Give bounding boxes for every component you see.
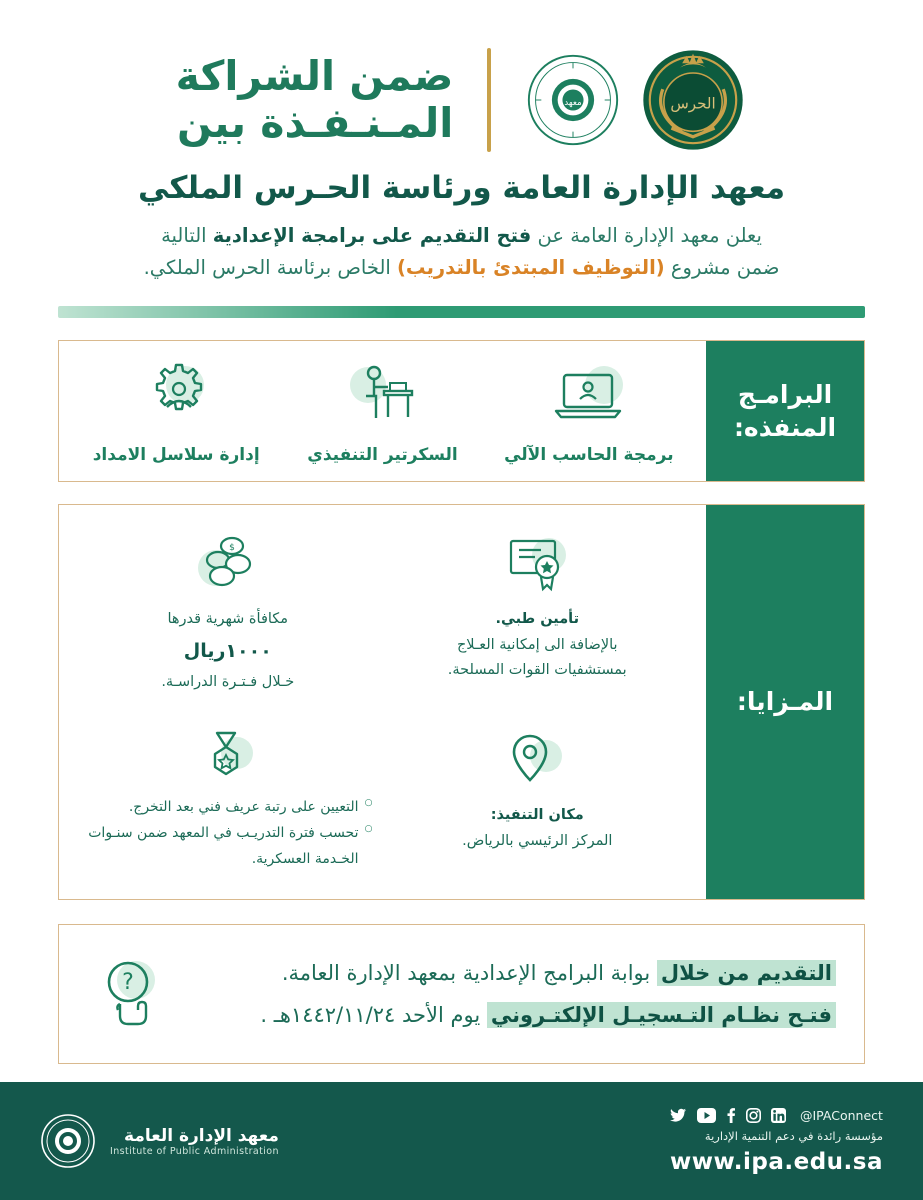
benefit-amount: ١٠٠٠ريال [183, 639, 272, 662]
instagram-icon[interactable] [746, 1108, 761, 1123]
intro-paragraph [58, 220, 865, 284]
intro-2b: الخاص برئاسة الحرس الملكي. [143, 256, 398, 280]
footer [0, 1082, 923, 1200]
benefit-line1: المركز الرئيسي بالرياض. [462, 832, 613, 849]
benefits-section [58, 504, 865, 900]
ipa-crest-icon [525, 52, 621, 148]
headline-block [175, 52, 454, 147]
intro-1a: يعلن معهد الإدارة العامة عن [531, 224, 762, 247]
benefit-line1: مكافأة شهرية قدرها [167, 611, 289, 628]
benefits-grid [73, 523, 692, 883]
laptop-person-icon [487, 359, 691, 433]
apply-line-1 [197, 952, 836, 994]
section-divider [58, 306, 865, 318]
gear-person-icon [74, 359, 278, 433]
program-label: إدارة سلاسل الامداد [92, 445, 260, 466]
programs-body [59, 341, 706, 481]
benefit-line1: بالإضافة الى إمكانية العـلاج [456, 636, 618, 653]
page-title: معهد الإدارة العامة ورئاسة الحـرس الملكي [137, 170, 786, 206]
social-row [670, 1108, 883, 1123]
facebook-icon[interactable] [726, 1108, 736, 1123]
footer-left [670, 1108, 883, 1175]
youtube-icon[interactable] [697, 1108, 716, 1123]
program-label: السكرتير التنفيذي [307, 445, 458, 466]
logo-row [58, 46, 865, 154]
benefit-item [383, 523, 693, 705]
footer-tagline: مؤسسة رائدة في دعم التنمية الإدارية [704, 1128, 883, 1143]
executive-secretary-icon [280, 359, 484, 433]
coins-icon [188, 529, 268, 599]
ipa-footer-logo-icon [40, 1113, 96, 1169]
apply-line-2 [197, 994, 836, 1036]
apply-line-2-highlight: فتـح نظـام التـسجيـل الإلكتـروني [487, 1002, 836, 1028]
royal-guard-crest-icon [639, 46, 747, 154]
benefit-text [462, 803, 612, 854]
apply-line-1-highlight: التقديم من خلال [657, 960, 836, 986]
programs-section [58, 340, 865, 482]
benefit-item [73, 523, 383, 705]
headline-line-1: ضمن الشراكة [175, 52, 454, 100]
benefit-title: تأمين طبي. [495, 611, 580, 628]
headline-line-2: المـنـفـذة بين [176, 99, 454, 147]
benefit-line2: خـلال فـتـرة الدراسـة. [161, 673, 295, 690]
footer-url[interactable]: www.ipa.edu.sa [669, 1148, 883, 1175]
medal-icon [191, 725, 265, 795]
intro-1b: فتح التقديم على برامجة الإعدادية [212, 224, 532, 247]
program-label: برمجة الحاسب الآلي [504, 445, 674, 466]
intro-2-highlight: (التوظيف المبتدئ بالتدريب) [397, 256, 665, 280]
program-item [487, 359, 691, 465]
benefits-body [59, 505, 706, 899]
benefit-bullet: ○ التعيين على رتبة عريف فني بعد التخرج. [83, 795, 373, 821]
benefit-bullets [83, 795, 373, 873]
question-hand-icon [87, 951, 173, 1037]
benefit-text [448, 607, 627, 683]
certificate-star-icon [497, 529, 577, 599]
benefit-item [383, 719, 693, 883]
program-item [74, 359, 278, 465]
programs-label: البرامـج المنفذه: [706, 341, 864, 481]
intro-2a: ضمن مشروع [664, 256, 780, 280]
benefit-line2: بمستشفيات القوات المسلحة. [447, 662, 627, 679]
apply-section [58, 924, 865, 1064]
intro-1c: التالية [161, 224, 213, 247]
footer-org-en: Institute of Public Administration [110, 1145, 279, 1157]
program-item [280, 359, 484, 465]
footer-org-ar: معهد الإدارة العامة [124, 1125, 279, 1146]
svg-text:الحرس: الحرس [670, 94, 717, 113]
benefits-label: المـزايا: [706, 505, 864, 899]
benefit-text [161, 607, 294, 695]
apply-text [197, 952, 836, 1036]
svg-text:?: ? [122, 970, 134, 996]
linkedin-icon[interactable] [771, 1108, 786, 1123]
apply-line-1-rest: بوابة البرامج الإعدادية بمعهد الإدارة العامة. [281, 961, 657, 986]
benefit-item [73, 719, 383, 883]
apply-line-2-rest: يوم الأحد ١٤٤٢/١١/٢٤هـ . [260, 1003, 487, 1028]
footer-right [40, 1113, 279, 1169]
location-pin-icon [500, 725, 574, 795]
twitter-icon[interactable] [670, 1108, 687, 1123]
svg-text:$: $ [228, 543, 235, 554]
benefit-title: مكان التنفيذ: [490, 807, 584, 824]
header [0, 0, 923, 284]
gold-divider [487, 48, 491, 152]
programs-row [73, 359, 692, 465]
benefit-bullet: ○ تحسب فترة التدريـب في المعهد ضمن سنـوات الخـدمة العسكرية. [83, 821, 373, 873]
social-handle: @IPAConnect [799, 1107, 883, 1123]
svg-text:معهد: معهد [564, 97, 583, 108]
footer-org-text [110, 1126, 279, 1157]
